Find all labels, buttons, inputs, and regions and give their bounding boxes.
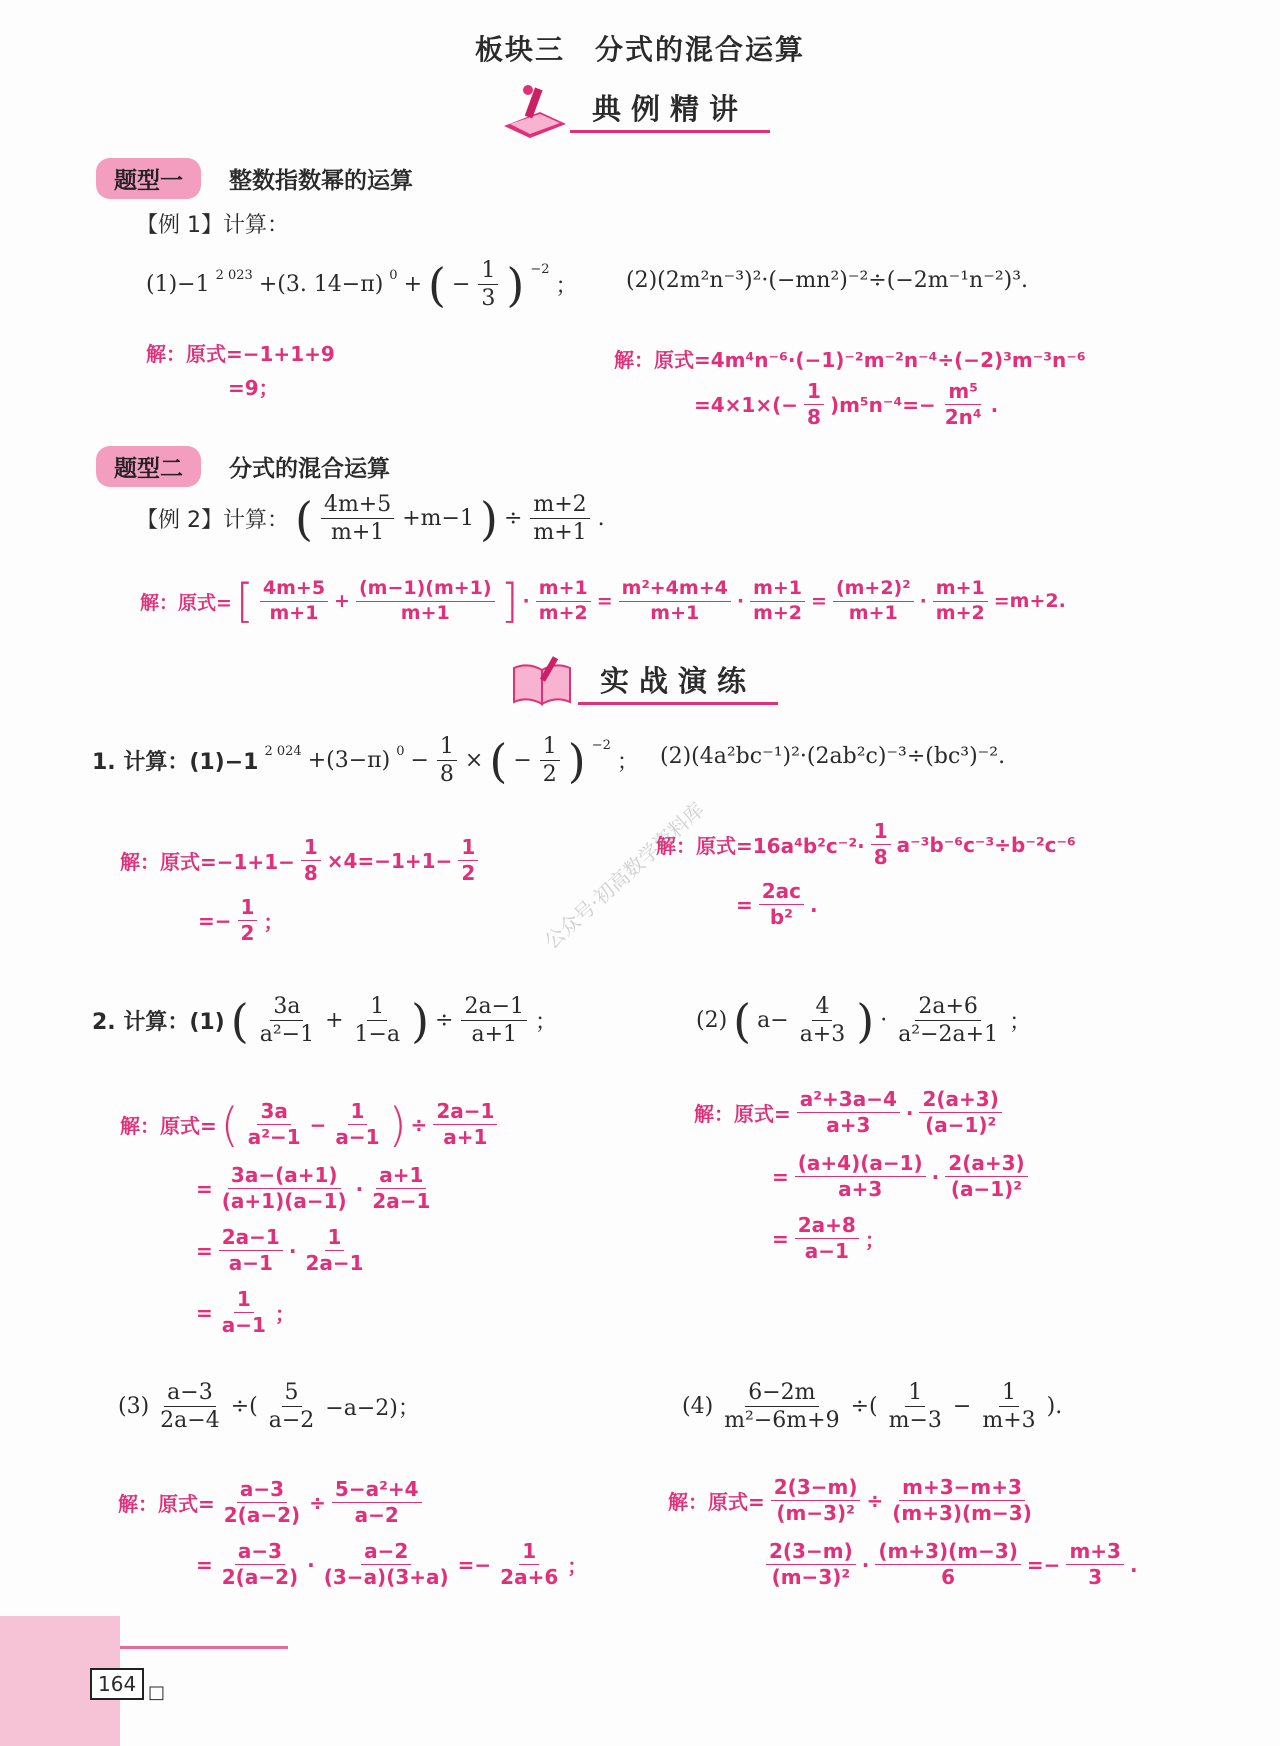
question2-solution1-row2: = $\frac{3a-(a+1)}{(a+1)(a-1)}$ · $\frac{a+1}{2a-1}$ (196, 1163, 431, 1213)
example1-solution1-line2: =9； (228, 376, 279, 400)
watermark: 公众号·初高数学资料库 (539, 797, 709, 954)
example1-solution2-line2: =4×1×(− $\frac{1}{8}$ )m⁵n⁻⁴=− $\frac{\text{m⁵}}{\text{2n⁴}}$ . (694, 379, 999, 429)
section-banner-examples (500, 82, 770, 138)
type1-heading (96, 158, 413, 199)
question2-part4-solution-row2: $\frac{2(3-m)}{\text{(m−3)²}}$ · $\frac{(m+3)(m-3)}{6}$ =− $\frac{m+3}{3}$ . (764, 1540, 1138, 1589)
question2-part1: 2. 计算：(1) ( $\frac{3a}{\text{a²−1}}$ + $\frac{1}{1-a}$ ) ÷ $\frac{2a-1}{a+1}$ ； (92, 993, 558, 1048)
question2-part3-solution-row1: 解：原式= $\frac{a-3}{2(a-2)}$ ÷ $\frac{\text{5−a²+4}}{a-2}$ (118, 1478, 424, 1527)
example1-label: 【例 1】计算： (136, 213, 289, 238)
question2-solution2-row1: 解：原式= $\frac{\text{a²+3a−4}}{a+3}$ · $\frac{2(a+3)}{\text{(a−1)²}}$ (694, 1088, 1004, 1137)
page-number: 164 (90, 1668, 144, 1700)
question2-part2: (2) ( a− $\frac{4}{a+3}$ ) · $\frac{2a+6}{\text{a²−2a+1}}$ ； (696, 993, 1032, 1048)
example2-question: 【例 2】计算： ( $\frac{4m+5}{m+1}$ +m−1 ) ÷ $\frac{m+2}{m+1}$ . (136, 491, 605, 546)
question1-part2: (2)(4a²bc⁻¹)²·(2ab²c)⁻³÷(bc³)⁻². (660, 744, 1006, 769)
question2-part3-solution-row2: = $\frac{a-3}{2(a-2)}$ · $\frac{a-2}{(3-a)(3+a)}$ =− $\frac{1}{2a+6}$ ； (196, 1539, 588, 1589)
question2-solution1-row4: = $\frac{1}{a-1}$ ； (196, 1287, 295, 1337)
question1-solution2-line2: = $\frac{2ac}{\text{b²}}$ . (736, 879, 818, 929)
section-banner-practice (508, 654, 778, 710)
footer-rule (118, 1646, 288, 1649)
question1-solution1-line2: =− $\frac{1}{2}$ ； (198, 895, 284, 945)
checkbox-square: □ (148, 1682, 166, 1703)
question1-solution1-line1: 解：原式=−1+1− $\frac{1}{8}$ ×4=−1+1− $\frac{1}{2}$ (120, 836, 480, 885)
question2-solution2-row2: = $\frac{(a+4)(a-1)}{a+3}$ · $\frac{2(a+3)}{\text{(a−1)²}}$ (772, 1152, 1030, 1201)
type-tag: 题型一 (96, 158, 201, 199)
example1-solution1-line1: 解：原式=−1+1+9 (146, 342, 335, 366)
example1-part1: (1)−1 $^{2 023}$ +(3. 14−π) $^0$ + ( − $\frac{1}{3}$ ) $^{-2}$ ； (146, 257, 578, 312)
type-name: 整数指数幂的运算 (229, 168, 413, 194)
book-icon (508, 654, 578, 710)
banner-label: 典例精讲 (570, 87, 770, 133)
example1-solution2-line1: 解：原式=4m⁴n⁻⁶·(−1)⁻²m⁻²n⁻⁴÷(−2)³m⁻³n⁻⁶ (614, 348, 1086, 372)
question1: 1. 计算：(1)−1 $^{2 024}$ +(3−π) $^0$ − $\frac{1}{8}$ × ( − $\frac{1}{2}$ ) $^{-2}$ ； (92, 733, 639, 788)
type2-heading (96, 446, 390, 487)
question2-part4: (4) $\frac{6-2m}{\text{m²−6m+9}}$ ÷( $\frac{1}{m-3}$ − $\frac{1}{m+3}$ ). (682, 1380, 1063, 1434)
question1-solution2-line1: 解：原式=16a⁴b²c⁻²· $\frac{1}{8}$ a⁻³b⁻⁶c⁻³÷b⁻²c⁻⁶ (656, 819, 1076, 869)
type-name: 分式的混合运算 (229, 456, 390, 482)
question2-solution1-row1: 解：原式= ( $\frac{3a}{\text{a²−1}}$ − $\frac{1}{a-1}$ ) ÷ $\frac{2a-1}{a+1}$ (120, 1100, 499, 1149)
pen-desk-icon (500, 82, 570, 138)
question2-solution2-row3: = $\frac{2a+8}{a-1}$ ； (772, 1213, 885, 1263)
type-tag: 题型二 (96, 446, 201, 487)
example2-solution: 解：原式= [ $\frac{4m+5}{m+1}$ + $\frac{(m-1)(m+1)}{m+1}$ ] · $\frac{m+1}{m+2}$ = $\frac{\text{m²+4m+4}}{m+1}$ · $\frac{m+1}{m+2}$ = $\frac{\text{(m+2)²}}{m+1}$ · $\frac{m+1}{m+2}$ =m+2. (140, 574, 1066, 629)
question2-part3: (3) $\frac{a-3}{2a-4}$ ÷( $\frac{5}{a-2}$ −a−2)； (118, 1380, 420, 1434)
question2-part4-solution-row1: 解：原式= $\frac{2(3-m)}{\text{(m−3)²}}$ ÷ $\frac{m+3-m+3}{(m+3)(m-3)}$ (668, 1475, 1032, 1525)
banner-label: 实战演练 (578, 659, 778, 705)
question2-solution1-row3: = $\frac{2a-1}{a-1}$ · $\frac{1}{2a-1}$ (196, 1225, 364, 1275)
page-title: 板块三 分式的混合运算 (474, 33, 805, 66)
example1-part2: (2)(2m²n⁻³)²·(−mn²)⁻²÷(−2m⁻¹n⁻²)³. (626, 268, 1029, 293)
